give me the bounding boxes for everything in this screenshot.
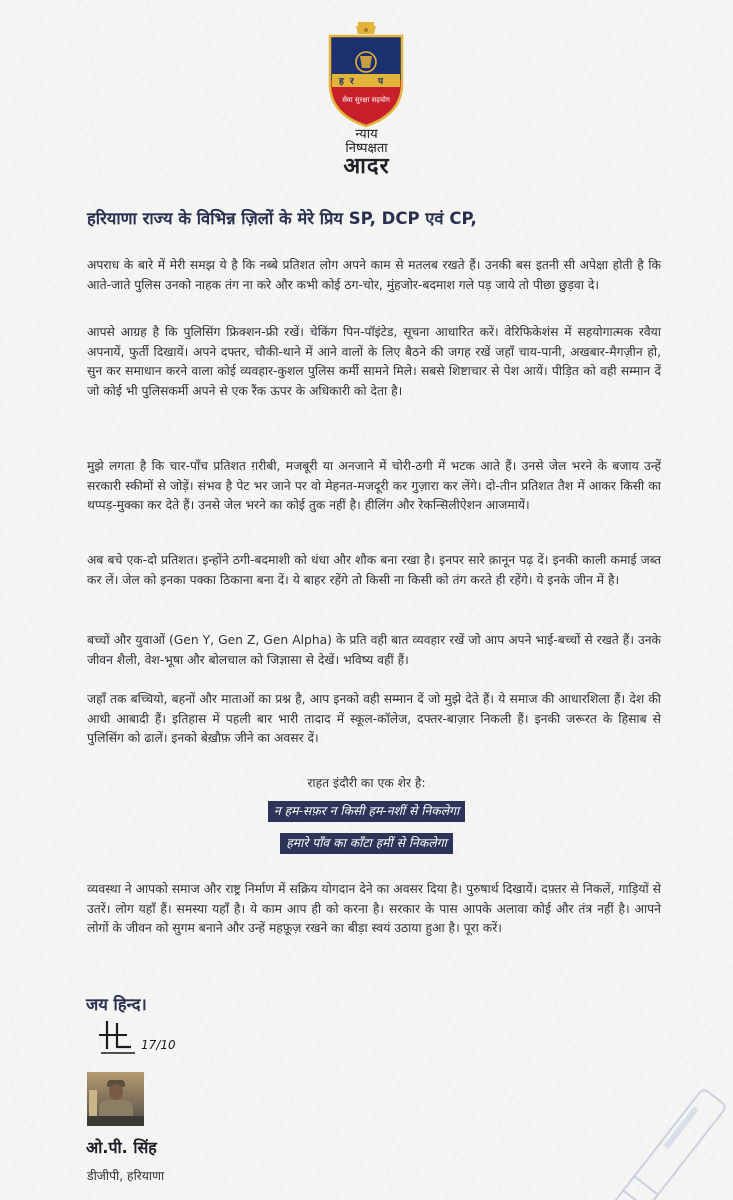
paragraph-7: व्यवस्था ने आपको समाज और राष्ट्र निर्माण में सक्रिय योगदान देने का अवसर दिया है। पुरुषार्थ दिखायें। दफ़्तर से निकलें, गाड़ियों से उतरें। लोग यहाँ हैं। समस्या यहाँ है। ये काम आप ही को करना है। सरकार के पास आपके अलावा कोई और तंत्र नहीं है। आपने लोगों के जीवन को सुगम बनाने और उन्हें महफ़ूज़ रखने का बीड़ा स्वयं उठाया हुआ है। पूरा करें।	[87, 882, 661, 936]
emblem-initial-h: ह	[339, 77, 344, 87]
paragraph-5: बच्चों और युवाओं (Gen Y, Gen Z, Gen Alpha) के प्रति वही बात व्यवहार रखें जो आप अपने भाई-बच्चों से रखते हैं। उनके जीवन शैली, वेश-भूषा और बोलचाल को जिज्ञासा से देखें। भविष्य वहीं हैं।	[87, 633, 661, 667]
paragraph-1: अपराध के बारे में मेरी समझ ये है कि नब्बे प्रतिशत लोग अपने काम से मतलब रखते हैं। उनकी बस इतनी सी अपेक्षा होती है कि आते-जाते पुलिस उनको नाहक तंग ना करे और कभी कोई ठग-चोर, मुंहजोर-बदमाश गले पड़ जाये तो पीछा छुड़वा दे।	[87, 258, 661, 292]
sher-line-2	[0, 832, 733, 854]
paragraph-6: जहाँ तक बच्चियो, बहनों और माताओं का प्रश्न है, आप इनको वही सम्मान दें जो मुझे देते हैं। ये समाज की आधारशिला हैं। देश की आधी आबादी हैं। इतिहास में पहली बार भारी तादाद में स्कूल-कॉलेज, दफ्तर-बाज़ार निकली हैं। इनकी जरूरत के हिसाब से पुलिसिंग को ढालें। इनको बेख़ौफ़ जीने का अवसर दें।	[87, 692, 661, 746]
signatory-photo	[87, 1072, 144, 1126]
sher-line-1	[0, 800, 733, 822]
emblem-initial-p: प	[378, 77, 384, 87]
emblem-initial-r: र	[350, 77, 354, 87]
signatory-name: ओ.पी. सिंह	[86, 1138, 157, 1157]
pen-illustration-icon	[562, 1060, 733, 1200]
closing-jai-hind: जय हिन्द।	[86, 995, 147, 1014]
emblem-badge-motto: सेवा सुरक्षा सहयोग	[342, 96, 390, 104]
motto-line-2: निष्पक्षता	[345, 141, 388, 156]
sher-line-2-text: हमारे पाँव का काँटा हमीं से निकलेगा	[280, 833, 452, 854]
motto-line-1: न्याय	[355, 127, 378, 142]
paragraph-4: अब बचे एक-दो प्रतिशत। इन्होंने ठगी-बदमाशी को धंधा और शौक बना रखा है। इनपर सारे क़ानून पढ़ दें। इनकी काली कमाई जब्त कर लें। जेल को इनका पक्का ठिकाना बना दें। ये बाहर रहेंगे तो किसी ना किसी को तंग करते ही रहेंगे। ये इनके जीन में है।	[87, 553, 661, 587]
signature-date: 17/10	[141, 1038, 176, 1052]
sher-line-1-text: न हम-सफ़र न किसी हम-नशीं से निकलेगा	[268, 801, 465, 822]
paragraph-2: आपसे आग्रह है कि पुलिसिंग फ्रिक्शन-फ्री रखें। चेकिंग पिन-पॉइंटेड, सूचना आधारित करें। वेरिफिकेशंस में सहयोगात्मक रवैया अपनायें, फुर्ती दिखायें। अपने दफ्तर, चौकी-थाने में आने वालों के लिए बैठने की जगह रखें जहाँ चाय-पानी, अखबार-मैगज़ीन हो, सुन कर समाधान करने वाला कोई व्यवहार-कुशल पुलिस कर्मी सामने मिले। सबसे शिष्टाचार से पेश आयें। पीड़ित को वही सम्मान दें जो कोई भी पुलिसकर्मी अपने से एक रैंक ऊपर के अधिकारी को देता है।	[87, 325, 661, 398]
motto-line-3: आदर	[343, 154, 390, 179]
salutation: हरियाणा राज्य के विभिन्न ज़िलों के मेरे प्रिय SP, DCP एवं CP,	[87, 209, 477, 228]
signatory-designation: डीजीपी, हरियाणा	[87, 1169, 165, 1183]
paragraph-3: मुझे लगता है कि चार-पाँच प्रतिशत ग़रीबी, मजबूरी या अनजाने में चोरी-ठगी में भटक आते हैं। उनसे जेल भरने के बजाय उन्हें सरकारी स्कीमों से जोड़ें। संभव है पेट भर जाने पर वो मेहनत-मजदूरी कर गुज़ारा कर लेंगे। दो-तीन प्रतिशत तैश में आकर किसी का थप्पड़-मुक्का कर देते हैं। उनसे जेल भरने का कोई तुक नहीं है। हीलिंग और रेकन्सिलीऐशन आजमायें।	[87, 459, 661, 513]
haryana-police-emblem	[320, 22, 412, 130]
sher-intro: राहत इंदौरी का एक शेर है:	[307, 776, 426, 790]
handwritten-signature	[97, 1015, 187, 1061]
